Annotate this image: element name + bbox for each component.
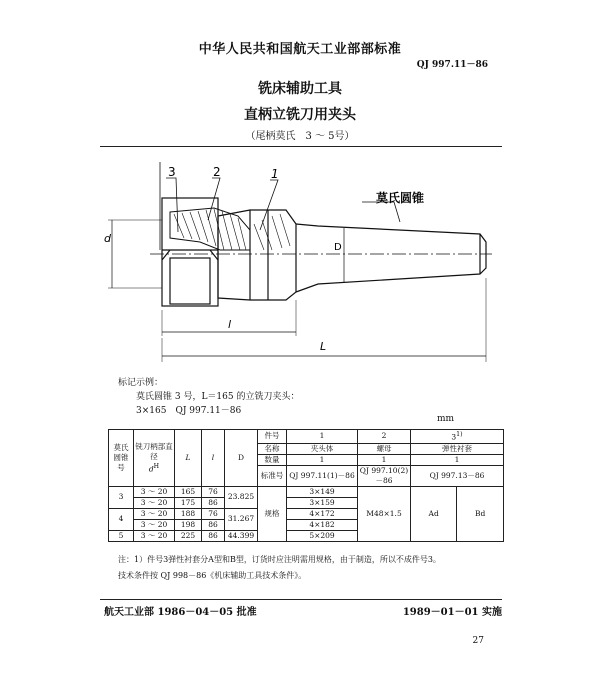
dim-l-label: l (228, 318, 232, 331)
row-morse-no: 4 (109, 508, 134, 530)
dim-L-label: L (320, 340, 327, 353)
part3-spec-b: Bd (457, 486, 504, 541)
row-l: 86 (202, 497, 225, 508)
row-D: 23.825 (225, 486, 258, 508)
row-L: 165 (175, 486, 202, 497)
col-header-shank-d (134, 430, 175, 487)
col-header-d-sup: H (153, 462, 160, 470)
taper-label: 莫氏圆锥 (376, 191, 425, 205)
row-spec: 4×182 (287, 519, 358, 530)
row-d: 3 ～ 20 (134, 497, 175, 508)
col-header-l (202, 430, 225, 487)
document-subtitle-main: 直柄立铣刀用夹头 (244, 107, 356, 123)
part3-no (411, 430, 504, 444)
row-L: 225 (175, 530, 202, 541)
part2-std: QJ 997.10(2)－86 (358, 465, 411, 486)
standard-code: QJ 997.11－86 (416, 60, 488, 70)
marking-heading: 标记示例： (118, 378, 164, 388)
part1-name: 夹头体 (287, 443, 358, 454)
row-l: 76 (202, 486, 225, 497)
part3-name: 弹性衬套 (411, 443, 504, 454)
label-qty: 数量 (258, 454, 287, 465)
label-part-no: 件号 (258, 430, 287, 444)
parameter-table (108, 429, 504, 542)
notes (118, 552, 441, 584)
page-number: 27 (472, 636, 484, 646)
body-outline (218, 210, 296, 300)
taper-shank (296, 224, 486, 292)
col-header-morse-no: 莫氏圆锥号 (109, 430, 134, 487)
part3-spec-a: Ad (411, 486, 457, 541)
col-header-d-text: 铣刀柄部直径 (135, 441, 173, 461)
row-spec: 3×149 (287, 486, 358, 497)
label-spec: 规格 (258, 486, 287, 541)
row-d: 3 ～ 20 (134, 486, 175, 497)
col-header-D (225, 430, 258, 487)
col-header-d-sym: d (148, 464, 154, 473)
footer-rule (100, 599, 502, 600)
implementation-date: 1989－01－01 实施 (402, 607, 502, 618)
standard-header: 中华人民共和国航天工业部部标准 (198, 42, 402, 57)
marking-line2: 3×165 QJ 997.11－86 (136, 406, 242, 416)
label-name: 名称 (258, 443, 287, 454)
part1-qty: 1 (287, 454, 358, 465)
row-l: 86 (202, 530, 225, 541)
part-label-1: 1 (271, 167, 279, 181)
part1-std: QJ 997.11(1)－86 (287, 465, 358, 486)
part2-qty: 1 (358, 454, 411, 465)
row-L: 188 (175, 508, 202, 519)
marking-line1: 莫氏圆锥 3 号，L＝165 的立铣刀夹头： (136, 392, 300, 402)
row-spec: 5×209 (287, 530, 358, 541)
part3-no-sup: 1) (456, 431, 463, 438)
part1-no: 1 (287, 430, 358, 444)
row-L: 175 (175, 497, 202, 508)
note-2: 技术条件按 QJ 998－86《机床辅助工具技术条件》。 (118, 571, 307, 580)
part2-name: 螺母 (358, 443, 411, 454)
approval-date: 航天工业部 1986－04－05 批准 (104, 607, 257, 618)
dim-D-label: D (334, 242, 342, 253)
part-label-3: 3 (168, 165, 176, 179)
document-subtitle-note: （尾柄莫氏 3 ～ 5号） (245, 131, 355, 142)
part3-qty: 1 (411, 454, 504, 465)
part3-std: QJ 997.13－86 (411, 465, 504, 486)
row-L: 198 (175, 519, 202, 530)
part3-no-text: 3 (451, 432, 457, 442)
row-D: 44.399 (225, 530, 258, 541)
dim-d-label: d (104, 232, 111, 245)
col-header-l-text: l (211, 452, 215, 462)
row-d: 3 ～ 20 (134, 519, 175, 530)
marking-example (118, 376, 299, 418)
chuck-drawing (100, 150, 500, 370)
col-header-L-text: L (185, 452, 191, 462)
part2-spec: M48×1.5 (358, 486, 411, 541)
row-d: 3 ～ 20 (134, 508, 175, 519)
table-row (109, 486, 504, 497)
row-spec: 4×172 (287, 508, 358, 519)
part2-no: 2 (358, 430, 411, 444)
row-D: 31.267 (225, 508, 258, 530)
row-morse-no: 3 (109, 486, 134, 508)
label-std: 标准号 (258, 465, 287, 486)
row-morse-no: 5 (109, 530, 134, 541)
row-spec: 3×159 (287, 497, 358, 508)
row-l: 76 (202, 508, 225, 519)
header-rule (100, 146, 502, 147)
row-d: 3 ～ 20 (134, 530, 175, 541)
unit-label: mm (437, 414, 455, 424)
col-header-D-text: D (237, 452, 244, 462)
note-1: 注：1）件号3弹性衬套分A型和B型，订货时应注明需用规格，由于制造，所以不成件号3。 (118, 555, 441, 564)
col-header-L (175, 430, 202, 487)
document-title: 铣床辅助工具 (258, 81, 342, 97)
row-l: 86 (202, 519, 225, 530)
part-label-2: 2 (213, 165, 221, 179)
